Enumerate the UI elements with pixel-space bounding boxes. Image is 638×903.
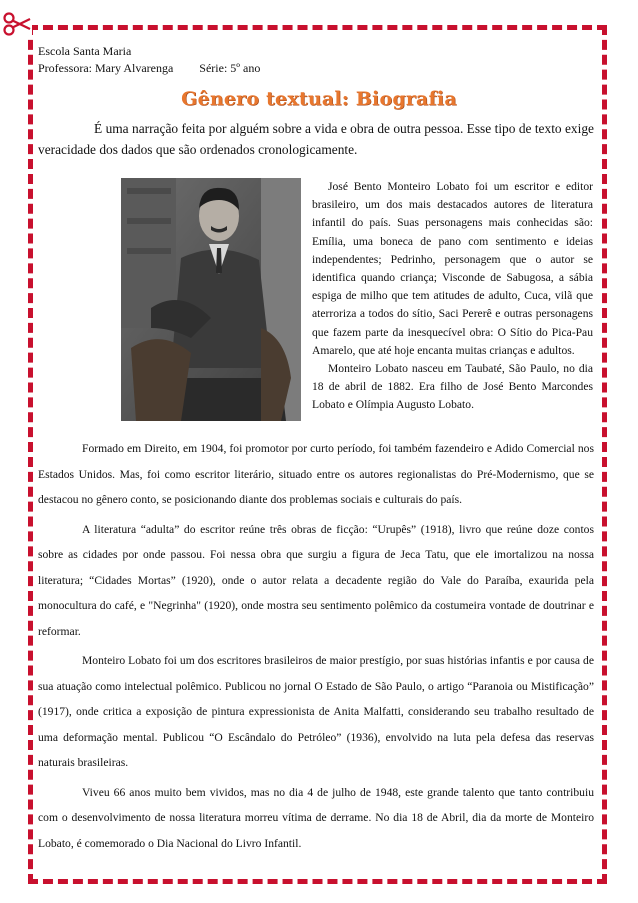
- biography-body-text: [38, 436, 594, 860]
- scissors-icon: [2, 10, 32, 38]
- intro-paragraph: [38, 118, 594, 160]
- biography-side-text: [312, 178, 593, 415]
- page-title: Gênero textual: Biografia: [181, 88, 457, 110]
- teacher-name: Professora: Mary Alvarenga: [38, 61, 174, 75]
- side-paragraph: Monteiro Lobato nasceu em Taubaté, São Paulo, no dia 18 de abril de 1882. Era filho de José Bento Marcondes Lobato e Olímpia Augusto Lobato.: [312, 362, 593, 412]
- school-name: Escola Santa Maria: [38, 44, 132, 58]
- document-header: [38, 43, 260, 77]
- body-paragraph: Monteiro Lobato foi um dos escritores brasileiros de maior prestígio, por suas histórias infantis e por causa de sua atuação como intelectual polêmico. Publicou no jornal O Estado de São Paulo, o artigo “Paranoia ou Mistificação” (1917), onde critica a exposição de pintura expressionista de Anita Malfatti, considerando seu trabalho resultado de uma deformação mental. Publicou “O Escândalo do Petróleo” (1936), envolvido na luta pela defesa das reservas naturais brasileiras.: [38, 654, 594, 769]
- grade-label: Série: 5º ano: [199, 61, 261, 75]
- body-paragraph: Viveu 66 anos muito bem vividos, mas no dia 4 de julho de 1948, este grande talento que tanto contribuiu com o desenvolvimento de nossa literatura morreu vítima de derrame. No dia 18 de Abril, dia da morte de Monteiro Lobato, é comemorado o Dia Nacional do Livro Infantil.: [38, 785, 594, 850]
- side-paragraph: José Bento Monteiro Lobato foi um escritor e editor brasileiro, um dos mais destacados autores de literatura infantil do país. Suas personagens mais conhecidas são: Emília, uma boneca de pano com sentimento e ideias independentes; Pedrinho, personagem que o autor se identifica quando criança; Visconde de Sabugosa, a sábia espiga de milho que tem atitudes de adulto, Cuca, vilã que aterroriza a todos do sítio, Saci Pererê e outras personagens que fazem parte da inesquecível obra: O Sítio do Pica-Pau Amarelo, que até hoje encanta muitas crianças e adultos.: [312, 180, 593, 357]
- body-paragraph: A literatura “adulta” do escritor reúne três obras de ficção: “Urupês” (1918), livro que reúne doze contos sobre as cidades por onde passou. Foi nessa obra que surgiu a figura de Jeca Tatu, que ele imortalizou na nossa literatura; “Cidades Mortas” (1920), onde o autor relata a decadente região do Vale do Paraíba, exaurida pela monocultura do café, e "Negrinha" (1920), onde mostra seu sentimento polêmico da costumeira vontade de doutrinar e reformar.: [38, 522, 594, 638]
- author-portrait-photo: [121, 178, 301, 421]
- body-paragraph: Formado em Direito, em 1904, foi promotor por curto período, foi também fazendeiro e Adido Comercial nos Estados Unidos. Mas, foi como escritor literário, situado entre os autores regionalistas do Pré-Modernismo, que se destacou no gênero conto, se posicionando diante dos problemas sociais e culturais do país.: [38, 442, 594, 506]
- intro-text: É uma narração feita por alguém sobre a vida e obra de outra pessoa. Esse tipo de texto exige veracidade dos dados que são ordenados cronologicamente.: [38, 121, 594, 157]
